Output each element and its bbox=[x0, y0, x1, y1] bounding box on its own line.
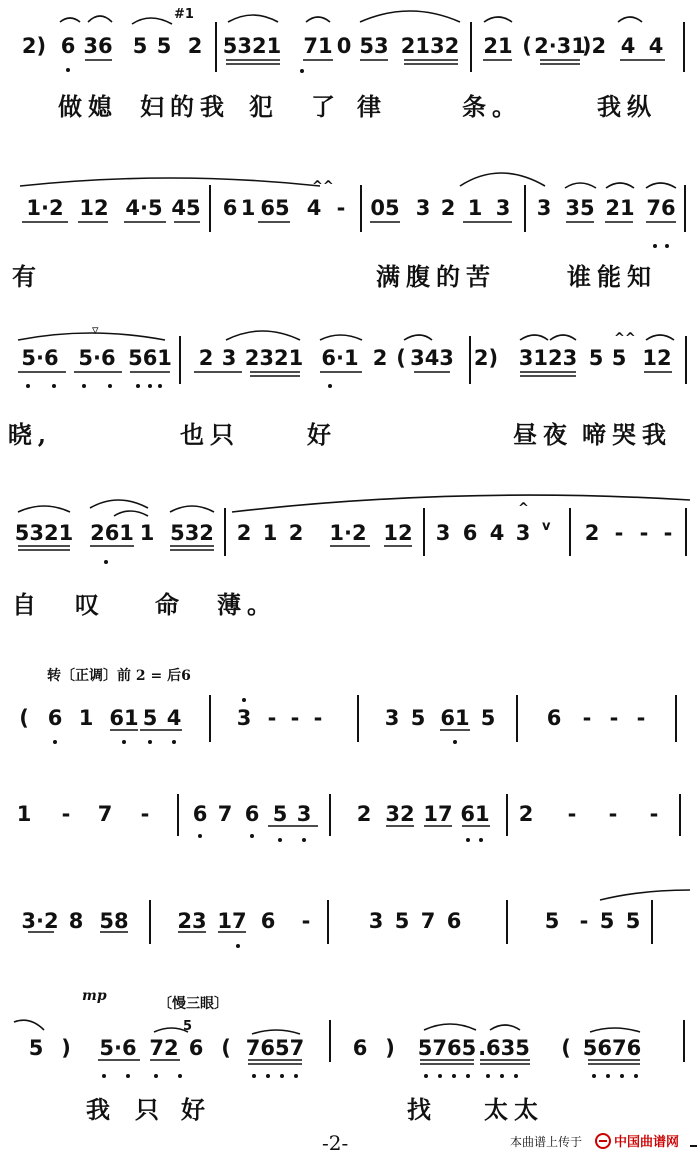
note: 17 bbox=[423, 802, 453, 826]
note: 58 bbox=[99, 909, 129, 933]
note: 2321 bbox=[244, 346, 304, 370]
lyric: 找 bbox=[407, 1095, 437, 1124]
note: 53 bbox=[359, 34, 389, 58]
lyric: 薄。 bbox=[217, 590, 277, 619]
note: 7 bbox=[420, 909, 436, 933]
lyric: 昼夜 bbox=[513, 420, 573, 449]
score-line-7-notes bbox=[21, 909, 640, 933]
note: ( bbox=[561, 1036, 571, 1060]
note: 12 bbox=[642, 346, 672, 370]
page-number: -2- bbox=[322, 1131, 349, 1155]
note: 5 bbox=[142, 706, 158, 730]
note: 32 bbox=[385, 802, 415, 826]
note: 5 bbox=[599, 909, 615, 933]
score-line-6-notes bbox=[17, 802, 659, 826]
lyric: 我纵 bbox=[597, 92, 657, 121]
note: 65 bbox=[260, 196, 290, 220]
note: ) bbox=[385, 1036, 395, 1060]
note: 05 bbox=[370, 196, 400, 220]
note: 3 bbox=[435, 521, 451, 545]
score-line-2 bbox=[12, 173, 685, 291]
note: 4 bbox=[648, 34, 664, 58]
score-line-4 bbox=[12, 495, 690, 619]
note: 5321 bbox=[14, 521, 74, 545]
lyric: 啼哭我 bbox=[582, 420, 672, 449]
note: 3 bbox=[296, 802, 312, 826]
note: 8 bbox=[68, 909, 84, 933]
score-line-5-notes bbox=[19, 706, 645, 730]
note: 2·31 bbox=[534, 34, 586, 58]
note: 4 bbox=[489, 521, 505, 545]
lyric: 命 bbox=[155, 590, 185, 619]
note: )2 bbox=[581, 34, 607, 58]
note: 36 bbox=[83, 34, 113, 58]
note: - bbox=[609, 706, 619, 730]
note: 5 bbox=[480, 706, 496, 730]
score-line-1 bbox=[22, 7, 684, 121]
note: 1 bbox=[240, 196, 256, 220]
note: 23 bbox=[177, 909, 207, 933]
lyric: 有 bbox=[12, 262, 42, 291]
note: 6 bbox=[60, 34, 76, 58]
score-line-5 bbox=[19, 667, 676, 744]
note: 7 bbox=[217, 802, 233, 826]
note: - bbox=[567, 802, 577, 826]
note: 2) bbox=[473, 346, 499, 370]
score-mark: #1 bbox=[174, 7, 194, 22]
lyric: 律 bbox=[357, 92, 387, 121]
note: 5321 bbox=[222, 34, 282, 58]
note: - bbox=[639, 521, 649, 545]
note: 35 bbox=[565, 196, 595, 220]
score-line-8-lyrics bbox=[86, 1095, 544, 1124]
site-logo-icon bbox=[596, 1134, 610, 1148]
note: 3 bbox=[384, 706, 400, 730]
note: 7 bbox=[97, 802, 113, 826]
score-line-3-notes bbox=[21, 346, 671, 370]
note: ) bbox=[61, 1036, 71, 1060]
score-line-5-marks bbox=[47, 667, 191, 684]
note: - bbox=[582, 706, 592, 730]
note: 2 bbox=[187, 34, 203, 58]
note: 5 bbox=[28, 1036, 44, 1060]
score-line-1-lyrics bbox=[58, 92, 657, 121]
note: 71 bbox=[303, 34, 333, 58]
note: 1 bbox=[467, 196, 483, 220]
lyric: 自 bbox=[12, 590, 42, 619]
score-mark: 转〔正调〕前 2 = 后6 bbox=[47, 668, 191, 684]
note: 3 bbox=[415, 196, 431, 220]
score-mark: 〔慢三眼〕 bbox=[158, 996, 228, 1012]
note: 6 bbox=[222, 196, 238, 220]
lyric: 犯 bbox=[249, 92, 279, 121]
note: ( bbox=[522, 34, 532, 58]
note: - bbox=[663, 521, 673, 545]
note: 6·1 bbox=[321, 346, 359, 370]
note: 7657 bbox=[245, 1036, 305, 1060]
note: 6 bbox=[47, 706, 63, 730]
note: 2) bbox=[21, 34, 47, 58]
note: 17 bbox=[217, 909, 247, 933]
note: 532 bbox=[170, 521, 214, 545]
note: 12 bbox=[383, 521, 413, 545]
note: 5·6 bbox=[21, 346, 59, 370]
note: 61 bbox=[460, 802, 490, 826]
note: 76 bbox=[646, 196, 676, 220]
note: 3·2 bbox=[21, 909, 59, 933]
note: - bbox=[301, 909, 311, 933]
svg-text:^^: ^^ bbox=[614, 331, 636, 346]
note: - bbox=[336, 196, 346, 220]
svg-text:v: v bbox=[542, 519, 551, 534]
note: ( bbox=[396, 346, 406, 370]
score-line-7 bbox=[21, 890, 690, 948]
note: 4·5 bbox=[125, 196, 163, 220]
note: 343 bbox=[410, 346, 454, 370]
note: 72 bbox=[149, 1036, 179, 1060]
lyric: 晓, bbox=[7, 420, 53, 449]
score-line-3 bbox=[8, 323, 686, 449]
note: 261 bbox=[90, 521, 134, 545]
note: 5 bbox=[588, 346, 604, 370]
note: - bbox=[649, 802, 659, 826]
note: 2 bbox=[518, 802, 534, 826]
note: - bbox=[636, 706, 646, 730]
lyric: 好 bbox=[307, 420, 337, 449]
score-line-1-marks bbox=[174, 7, 194, 22]
note: - bbox=[313, 706, 323, 730]
lyric: 我 bbox=[86, 1095, 116, 1124]
score-line-2-lyrics bbox=[12, 262, 657, 291]
note: 5 bbox=[544, 909, 560, 933]
note: 5·6 bbox=[78, 346, 116, 370]
note: 6 bbox=[546, 706, 562, 730]
lyric: 做媳 bbox=[58, 92, 118, 121]
note: 5 bbox=[394, 909, 410, 933]
note: 5·6 bbox=[99, 1036, 137, 1060]
note: 5 bbox=[611, 346, 627, 370]
note: 2132 bbox=[400, 34, 460, 58]
lyric: 只 bbox=[135, 1095, 165, 1124]
score-line-3-lyrics bbox=[8, 420, 672, 449]
note: 3 bbox=[495, 196, 511, 220]
note: 5 bbox=[156, 34, 172, 58]
note: 1 bbox=[16, 802, 32, 826]
note: 5 bbox=[272, 802, 288, 826]
note: 3 bbox=[536, 196, 552, 220]
note: 1 bbox=[78, 706, 94, 730]
note: 2 bbox=[356, 802, 372, 826]
note: 1·2 bbox=[329, 521, 367, 545]
score-mark: mp bbox=[82, 988, 107, 1004]
note: 0 bbox=[336, 34, 352, 58]
lyric: 了 bbox=[311, 92, 341, 121]
score-line-8 bbox=[14, 988, 684, 1124]
lyric: 谁能知 bbox=[567, 262, 657, 291]
note: 21 bbox=[605, 196, 635, 220]
svg-text:^^: ^^ bbox=[312, 179, 334, 194]
note: 6 bbox=[352, 1036, 368, 1060]
note: 2 bbox=[236, 521, 252, 545]
score-line-8-marks bbox=[82, 988, 228, 1034]
note: - bbox=[608, 802, 618, 826]
note: - bbox=[140, 802, 150, 826]
note: 6 bbox=[462, 521, 478, 545]
note: 1 bbox=[139, 521, 155, 545]
note: - bbox=[614, 521, 624, 545]
note: 5676 bbox=[582, 1036, 642, 1060]
note: 4 bbox=[166, 706, 182, 730]
note: 3 bbox=[515, 521, 531, 545]
svg-text:▿: ▿ bbox=[92, 323, 99, 338]
note: 6 bbox=[188, 1036, 204, 1060]
note: 3123 bbox=[518, 346, 578, 370]
note: 5765 bbox=[417, 1036, 477, 1060]
note: 5 bbox=[410, 706, 426, 730]
note: 3 bbox=[368, 909, 384, 933]
lyric: 也只 bbox=[180, 420, 240, 449]
note: 2 bbox=[288, 521, 304, 545]
lyric: 条。 bbox=[462, 92, 522, 121]
note: 6 bbox=[192, 802, 208, 826]
note: - bbox=[267, 706, 277, 730]
note: 1 bbox=[262, 521, 278, 545]
note: 12 bbox=[79, 196, 109, 220]
note: - bbox=[579, 909, 589, 933]
score-line-1-notes bbox=[22, 34, 663, 58]
note: 4 bbox=[620, 34, 636, 58]
note: 5 bbox=[625, 909, 641, 933]
note: 3 bbox=[236, 706, 252, 730]
note: ( bbox=[19, 706, 29, 730]
note: .635 bbox=[478, 1036, 530, 1060]
note: 561 bbox=[128, 346, 172, 370]
note: 2 bbox=[440, 196, 456, 220]
note: ( bbox=[221, 1036, 231, 1060]
note: 2 bbox=[198, 346, 214, 370]
note: 3 bbox=[221, 346, 237, 370]
note: 61 bbox=[109, 706, 139, 730]
footer-site-name: 中国曲谱网 bbox=[614, 1135, 680, 1150]
lyric: 好 bbox=[181, 1095, 211, 1124]
note: 5 bbox=[132, 34, 148, 58]
lyric: 妇的我 bbox=[140, 92, 230, 121]
score-line-6 bbox=[17, 794, 680, 842]
score-mark: 5 bbox=[183, 1019, 193, 1034]
note: 6 bbox=[244, 802, 260, 826]
svg-text:^: ^ bbox=[518, 501, 529, 516]
note: 21 bbox=[483, 34, 513, 58]
lyric: 叹 bbox=[75, 590, 105, 619]
note: 6 bbox=[260, 909, 276, 933]
score-line-4-lyrics bbox=[12, 590, 277, 619]
note: 6 bbox=[446, 909, 462, 933]
note: 45 bbox=[171, 196, 201, 220]
score-line-8-notes bbox=[29, 1036, 642, 1060]
note: 2 bbox=[584, 521, 600, 545]
lyric: 太太 bbox=[484, 1095, 544, 1124]
note: 2 bbox=[372, 346, 388, 370]
note: 4 bbox=[306, 196, 322, 220]
note: 1·2 bbox=[26, 196, 64, 220]
score-line-4-notes bbox=[15, 521, 673, 545]
note: 61 bbox=[440, 706, 470, 730]
footer-upload-text: 本曲谱上传于 bbox=[510, 1135, 583, 1149]
note: - bbox=[290, 706, 300, 730]
note: - bbox=[61, 802, 71, 826]
score-line-2-notes bbox=[26, 196, 675, 220]
lyric: 满腹的苦 bbox=[376, 262, 496, 291]
